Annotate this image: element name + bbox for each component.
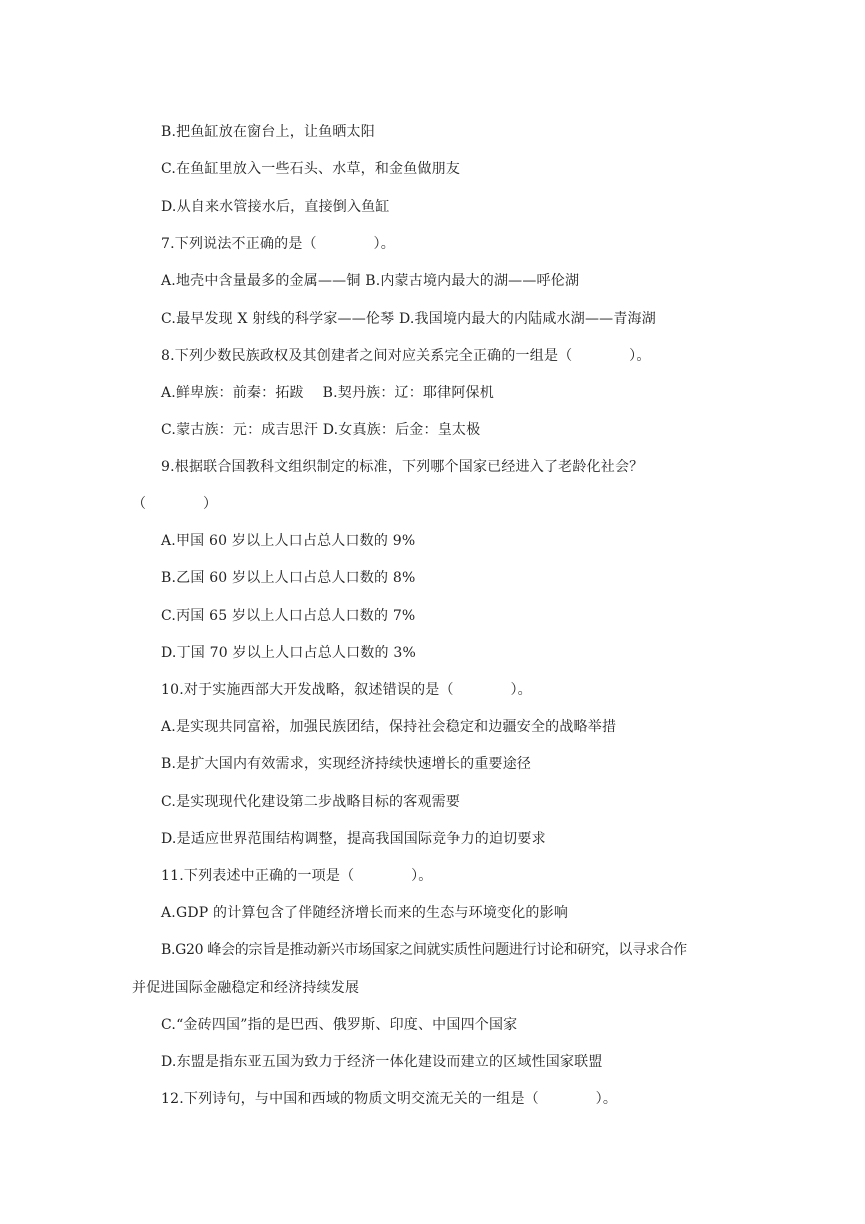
option-line: A.GDP 的计算包含了伴随经济增长而来的生态与环境变化的影响	[161, 905, 569, 921]
option-line: D.丁国 70 岁以上人口占总人口数的 3%	[161, 645, 416, 661]
option-line: D.是适应世界范围结构调整，提高我国国际竞争力的迫切要求	[161, 831, 546, 847]
option-line-continuation: 并促进国际金融稳定和经济持续发展	[132, 980, 360, 996]
option-line: A.鲜卑族：前秦：拓跋 B.契丹族：辽：耶律阿保机	[161, 385, 494, 401]
option-line: B.乙国 60 岁以上人口占总人口数的 8%	[161, 570, 416, 586]
option-line: B.把鱼缸放在窗台上，让鱼晒太阳	[161, 124, 375, 140]
question-line: 7.下列说法不正确的是（ ）。	[161, 236, 395, 252]
option-line: C.在鱼缸里放入一些石头、水草，和金鱼做朋友	[161, 161, 461, 177]
question-line: 9.根据联合国教科文组织制定的标准，下列哪个国家已经进入了老龄化社会？	[161, 459, 644, 475]
option-line: C.蒙古族：元：成吉思汗 D.女真族：后金：皇太极	[161, 422, 481, 438]
question-line: 11.下列表述中正确的一项是（ ）。	[161, 868, 433, 884]
answer-blank-line: （ ）	[132, 496, 218, 512]
option-line: A.地壳中含量最多的金属——铜 B.内蒙古境内最大的湖——呼伦湖	[161, 273, 580, 289]
option-line: C.“金砖四国”指的是巴西、俄罗斯、印度、中国四个国家	[161, 1017, 518, 1033]
option-line: C.丙国 65 岁以上人口占总人口数的 7%	[161, 608, 416, 624]
question-line: 8.下列少数民族政权及其创建者之间对应关系完全正确的一组是（ ）。	[161, 348, 651, 364]
option-line: B.G20 峰会的宗旨是推动新兴市场国家之间就实质性问题进行讨论和研究，以寻求合作	[161, 942, 687, 958]
question-line: 12.下列诗句，与中国和西域的物质文明交流无关的一组是（ ）。	[161, 1091, 618, 1107]
option-line: C.是实现现代化建设第二步战略目标的客观需要	[161, 794, 461, 810]
option-line: A.甲国 60 岁以上人口占总人口数的 9%	[161, 533, 416, 549]
question-line: 10.对于实施西部大开发战略，叙述错误的是（ ）。	[161, 682, 532, 698]
option-line: D.东盟是指东亚五国为致力于经济一体化建设而建立的区域性国家联盟	[161, 1054, 603, 1070]
option-line: D.从自来水管接水后，直接倒入鱼缸	[161, 199, 390, 215]
option-line: A.是实现共同富裕，加强民族团结，保持社会稳定和边疆安全的战略举措	[161, 719, 617, 735]
option-line: B.是扩大国内有效需求，实现经济持续快速增长的重要途径	[161, 756, 532, 772]
option-line: C.最早发现 X 射线的科学家——伦琴 D.我国境内最大的内陆咸水湖——青海湖	[161, 311, 656, 327]
